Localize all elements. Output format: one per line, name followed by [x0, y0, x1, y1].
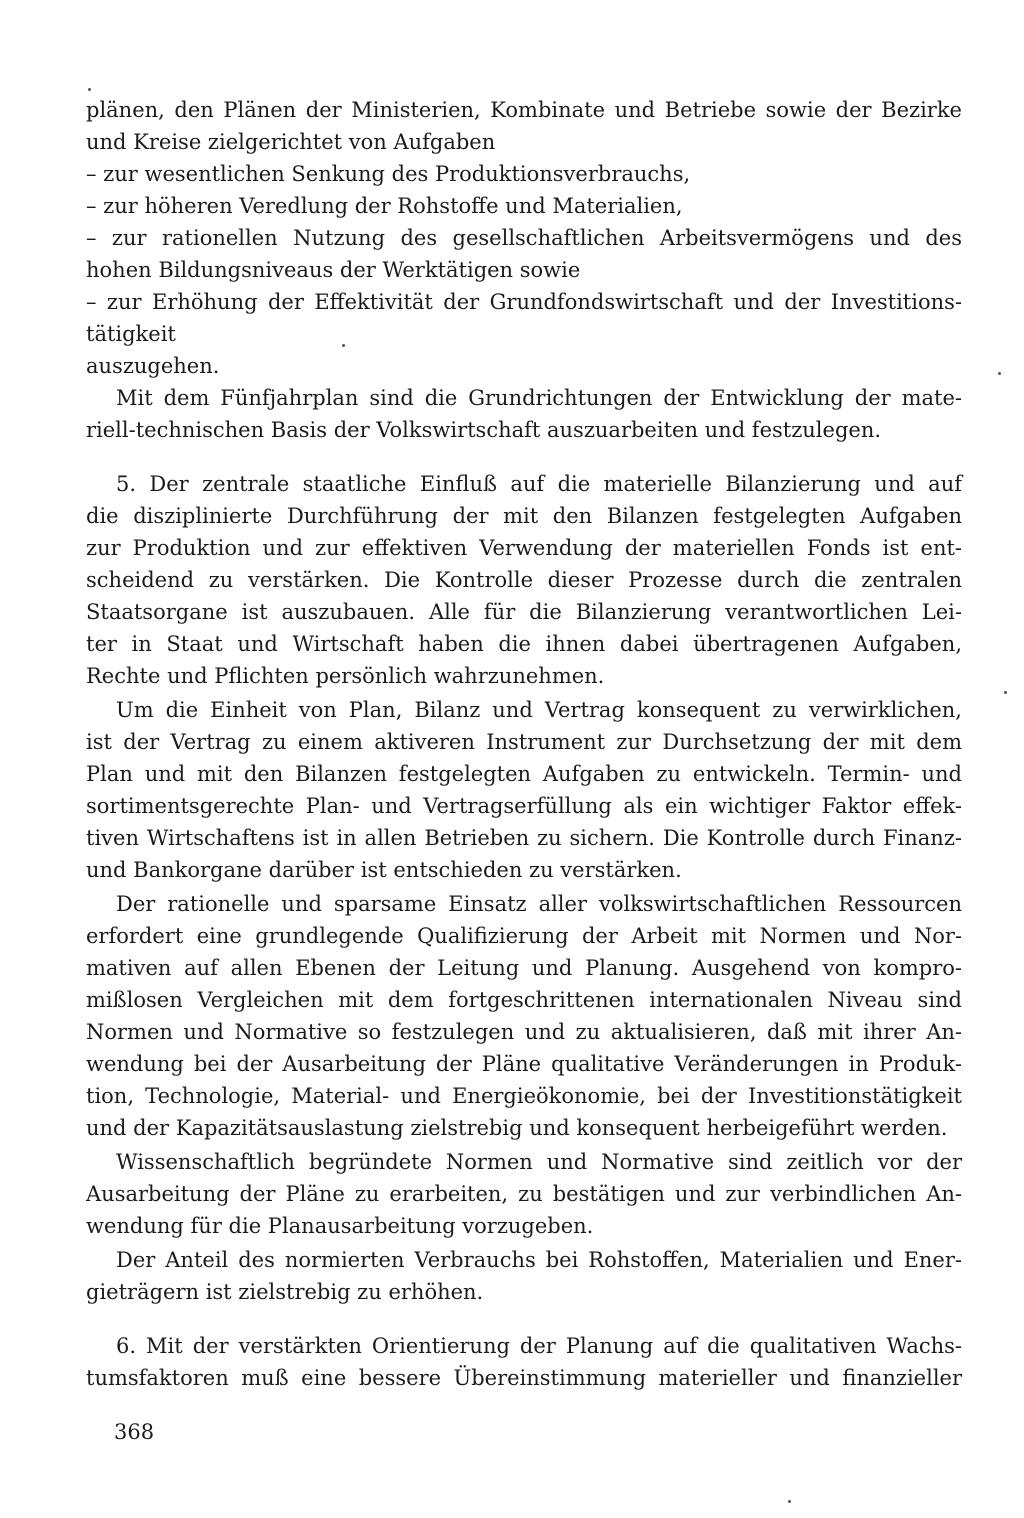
text-line: die disziplinierte Durchführung der mit den Bilanzen festgelegten Aufgaben	[86, 504, 962, 528]
text-line: hohen Bildungsniveaus der Werktätigen sowie	[86, 258, 581, 282]
text-line: wendung bei der Ausarbeitung der Pläne qualitative Veränderungen in Produk-	[86, 1052, 962, 1076]
text-line: Plan und mit den Bilanzen festgelegten Aufgaben zu entwickeln. Termin- und	[86, 762, 962, 786]
text-line: und Kreise zielgerichtet von Aufgaben	[86, 130, 496, 154]
scan-speck	[342, 344, 345, 347]
page-number: 368	[114, 1420, 155, 1444]
text-line: zur Produktion und zur effektiven Verwendung der materiellen Fonds ist ent-	[86, 536, 962, 560]
text-line: auszugehen.	[86, 354, 220, 378]
section-spacer	[86, 446, 962, 468]
list-item: – zur rationellen Nutzung des gesellschaftlichen Arbeitsvermögens und des	[86, 226, 962, 250]
text-line: tion, Technologie, Material- und Energieökonomie, bei der Investitionstätigkeit	[86, 1084, 962, 1108]
list-item: – zur höheren Veredlung der Rohstoffe und Materialien,	[86, 194, 683, 218]
text-line: und der Kapazitätsauslastung zielstrebig und konsequent herbeigeführt werden.	[86, 1116, 948, 1140]
scan-speck	[1004, 691, 1007, 694]
text-line: erfordert eine grundlegende Qualifizierung der Arbeit mit Normen und Nor-	[86, 924, 962, 948]
text-line: tumsfaktoren muß eine bessere Übereinstimmung materieller und finanzieller	[86, 1366, 962, 1390]
text-line: Mit dem Fünfjahrplan sind die Grundrichtungen der Entwicklung der mate-	[116, 386, 962, 410]
text-line: scheidend zu verstärken. Die Kontrolle dieser Prozesse durch die zentralen	[86, 568, 962, 592]
paragraph	[86, 1146, 962, 1242]
list-item: – zur Erhöhung der Effektivität der Grundfondswirtschaft und der Investitions-	[86, 290, 962, 314]
text-line: 6. Mit der verstärkten Orientierung der Planung auf die qualitativen Wachs-	[116, 1334, 962, 1358]
text-line: tiven Wirtschaftens ist in allen Betrieben zu sichern. Die Kontrolle durch Finanz-	[86, 826, 962, 850]
text-line: Rechte und Pflichten persönlich wahrzunehmen.	[86, 664, 605, 688]
text-line: ist der Vertrag zu einem aktiveren Instrument zur Durchsetzung der mit dem	[86, 730, 962, 754]
scan-speck	[88, 88, 91, 91]
text-line: riell-technischen Basis der Volkswirtschaft auszuarbeiten und festzulegen.	[86, 418, 882, 442]
text-line: Der rationelle und sparsame Einsatz aller volkswirtschaftlichen Ressourcen	[116, 892, 962, 916]
text-line: gieträgern ist zielstrebig zu erhöhen.	[86, 1280, 484, 1304]
scan-speck	[998, 372, 1001, 375]
text-line: ter in Staat und Wirtschaft haben die ihnen dabei übertragenen Aufgaben,	[86, 632, 962, 656]
paragraph-continuation	[86, 94, 962, 382]
section-6-paragraph	[86, 1330, 962, 1394]
text-line: und Bankorgane darüber ist entschieden zu verstärken.	[86, 858, 682, 882]
paragraph	[86, 888, 962, 1144]
paragraph	[86, 1244, 962, 1308]
scan-speck	[788, 1500, 791, 1503]
text-line: Der Anteil des normierten Verbrauchs bei Rohstoffen, Materialien und Ener-	[116, 1248, 962, 1272]
text-line: Wissenschaftlich begründete Normen und Normative sind zeitlich vor der	[116, 1150, 962, 1174]
text-line: mativen auf allen Ebenen der Leitung und Planung. Ausgehend von kompro-	[86, 956, 962, 980]
section-spacer	[86, 1308, 962, 1330]
text-line: mißlosen Vergleichen mit dem fortgeschrittenen internationalen Niveau sind	[86, 988, 962, 1012]
text-line: Staatsorgane ist auszubauen. Alle für die Bilanzierung verantwortlichen Lei-	[86, 600, 962, 624]
text-line: 5. Der zentrale staatliche Einfluß auf die materielle Bilanzierung und auf	[116, 472, 962, 496]
paragraph	[86, 382, 962, 446]
text-line: tätigkeit	[86, 322, 176, 346]
paragraph	[86, 694, 962, 886]
text-line: sortimentsgerechte Plan- und Vertragserfüllung als ein wichtiger Faktor effek-	[86, 794, 962, 818]
text-line: plänen, den Plänen der Ministerien, Kombinate und Betriebe sowie der Bezirke	[86, 98, 962, 122]
section-5-paragraph	[86, 468, 962, 692]
text-line: wendung für die Planausarbeitung vorzugeben.	[86, 1214, 594, 1238]
document-page	[86, 94, 962, 1394]
text-line: Ausarbeitung der Pläne zu erarbeiten, zu bestätigen und zur verbindlichen An-	[86, 1182, 962, 1206]
text-line: Normen und Normative so festzulegen und zu aktualisieren, daß mit ihrer An-	[86, 1020, 962, 1044]
text-line: Um die Einheit von Plan, Bilanz und Vertrag konsequent zu verwirklichen,	[116, 698, 962, 722]
list-item: – zur wesentlichen Senkung des Produktionsverbrauchs,	[86, 162, 691, 186]
